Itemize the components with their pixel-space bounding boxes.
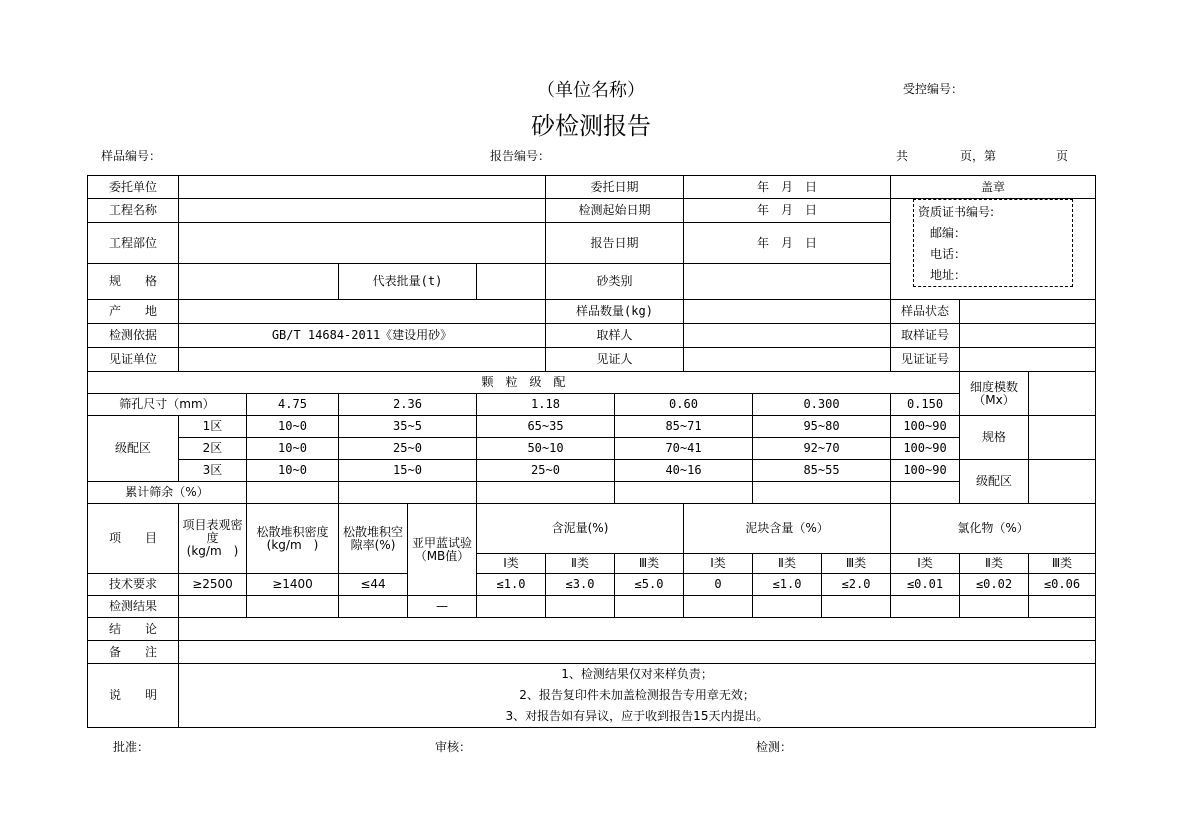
result-value[interactable] [615, 596, 684, 618]
zone-value: 85~71 [615, 416, 753, 438]
result-label: 检测结果 [88, 596, 179, 618]
zone-name: 3区 [179, 460, 247, 482]
report-table [87, 175, 1096, 728]
project-name-value[interactable] [179, 199, 546, 223]
result-value[interactable] [822, 596, 891, 618]
result-value[interactable] [684, 596, 753, 618]
cumulative-value[interactable] [247, 482, 339, 504]
cumulative-value[interactable] [477, 482, 615, 504]
conclusion-value[interactable] [179, 618, 1096, 641]
result-value[interactable] [477, 596, 546, 618]
approve-label: 批准： [113, 740, 150, 754]
zone-value: 70~41 [615, 438, 753, 460]
class-label: Ⅰ类 [891, 554, 960, 574]
zone-name: 1区 [179, 416, 247, 438]
req-mud: ≤5.0 [615, 574, 684, 596]
note-line: 2、报告复印件未加盖检测报告专用章无效； [519, 688, 755, 702]
cumulative-value[interactable] [339, 482, 477, 504]
project-name-label: 工程名称 [88, 199, 179, 223]
conclusion-label: 结 论 [88, 618, 179, 641]
phone-label: 电话： [930, 247, 967, 261]
result-value[interactable] [247, 596, 339, 618]
report-number-label: 报告编号： [490, 149, 551, 163]
class-label: Ⅱ类 [960, 554, 1029, 574]
zone-value: 65~35 [477, 416, 615, 438]
zone-value: 10~0 [247, 438, 339, 460]
delegate-date-value[interactable]: 年 月 日 [684, 176, 891, 199]
class-label: Ⅰ类 [477, 554, 546, 574]
witness-label: 见证人 [546, 348, 684, 372]
sample-number-label: 样品编号： [101, 149, 162, 163]
spec-result-label: 规格 [960, 416, 1029, 460]
witness-cert-label: 见证证号 [891, 348, 960, 372]
test-start-date-value[interactable]: 年 月 日 [684, 199, 891, 223]
sieve-size: 0.150 [891, 394, 960, 416]
basis-value: GB/T 14684-2011《建设用砂》 [179, 324, 546, 348]
class-label: Ⅲ类 [822, 554, 891, 574]
client-value[interactable] [179, 176, 546, 199]
sample-qty-label: 样品数量(kg) [546, 300, 684, 324]
batch-value[interactable] [477, 264, 546, 300]
remark-label: 备 注 [88, 641, 179, 664]
zone-value: 92~70 [753, 438, 891, 460]
class-label: Ⅰ类 [684, 554, 753, 574]
zone-value: 85~55 [753, 460, 891, 482]
sample-state-value[interactable] [960, 300, 1096, 324]
zone-value: 25~0 [339, 438, 477, 460]
test-label: 检测： [756, 740, 793, 754]
req-lump: ≤2.0 [822, 574, 891, 596]
explain-notes [179, 664, 1096, 728]
sand-type-value[interactable] [684, 264, 891, 300]
result-value[interactable] [1029, 596, 1096, 618]
delegate-date-label: 委托日期 [546, 176, 684, 199]
cumulative-label: 累计筛余（%） [88, 482, 247, 504]
fineness-label: 细度模数（Mx） [960, 372, 1029, 416]
zone-label: 级配区 [88, 416, 179, 482]
grading-section-title: 颗 粒 级 配 [88, 372, 960, 394]
sieve-size: 1.18 [477, 394, 615, 416]
qualification-box [913, 199, 1073, 287]
req-chloride: ≤0.02 [960, 574, 1029, 596]
sand-type-label: 砂类别 [546, 264, 684, 300]
zone-value: 100~90 [891, 438, 960, 460]
page-suffix-label: 页 [1056, 149, 1069, 163]
seal-label: 盖章 [891, 176, 1096, 199]
address-label: 地址： [930, 268, 967, 282]
report-date-label: 报告日期 [546, 223, 684, 264]
remark-value[interactable] [179, 641, 1096, 664]
void-ratio-label: 松散堆积空隙率(%) [339, 504, 408, 574]
req-mud: ≤1.0 [477, 574, 546, 596]
spec-value[interactable] [179, 264, 339, 300]
sample-state-label: 样品状态 [891, 300, 960, 324]
sample-qty-value[interactable] [684, 300, 891, 324]
item-label: 项 目 [88, 504, 179, 574]
zone-result-value[interactable] [1029, 460, 1096, 504]
req-chloride: ≤0.06 [1029, 574, 1096, 596]
zone-value: 100~90 [891, 460, 960, 482]
sieve-size: 4.75 [247, 394, 339, 416]
result-value[interactable] [339, 596, 408, 618]
req-apparent: ≥2500 [179, 574, 247, 596]
witness-unit-label: 见证单位 [88, 348, 179, 372]
sampler-cert-label: 取样证号 [891, 324, 960, 348]
client-label: 委托单位 [88, 176, 179, 199]
control-number-label: 受控编号： [903, 82, 964, 96]
witness-value[interactable] [684, 348, 891, 372]
sampler-label: 取样人 [546, 324, 684, 348]
zone-value: 40~16 [615, 460, 753, 482]
req-chloride: ≤0.01 [891, 574, 960, 596]
project-part-value[interactable] [179, 223, 546, 264]
cumulative-value[interactable] [891, 482, 960, 504]
result-value[interactable] [753, 596, 822, 618]
req-bulk: ≥1400 [247, 574, 339, 596]
class-label: Ⅱ类 [546, 554, 615, 574]
clay-lump-label: 泥块含量（%） [684, 504, 891, 554]
basis-label: 检测依据 [88, 324, 179, 348]
zone-value: 35~5 [339, 416, 477, 438]
batch-label: 代表批量(t) [339, 264, 477, 300]
project-part-label: 工程部位 [88, 223, 179, 264]
report-title: 砂检测报告 [531, 112, 651, 140]
postcode-label: 邮编： [930, 226, 967, 240]
zone-value: 95~80 [753, 416, 891, 438]
zone-value: 10~0 [247, 416, 339, 438]
result-value[interactable] [891, 596, 960, 618]
mud-content-label: 含泥量(%) [477, 504, 684, 554]
origin-value[interactable] [179, 300, 546, 324]
origin-label: 产 地 [88, 300, 179, 324]
chloride-label: 氯化物（%） [891, 504, 1096, 554]
page-total-label: 共 [896, 149, 909, 163]
bulk-density-label: 松散堆积密度(kg/m ) [247, 504, 339, 574]
req-lump: 0 [684, 574, 753, 596]
zone-value: 10~0 [247, 460, 339, 482]
sampler-value[interactable] [684, 324, 891, 348]
note-line: 1、检测结果仅对来样负责； [561, 667, 713, 681]
tech-req-label: 技术要求 [88, 574, 179, 596]
report-date-value[interactable]: 年 月 日 [684, 223, 891, 264]
result-value[interactable] [546, 596, 615, 618]
mb-result: — [408, 596, 477, 618]
class-label: Ⅲ类 [1029, 554, 1096, 574]
explain-label: 说 明 [88, 664, 179, 728]
note-line: 3、对报告如有异议，应于收到报告15天内提出。 [505, 709, 769, 723]
zone-name: 2区 [179, 438, 247, 460]
page-current-label: 页，第 [960, 149, 997, 163]
seal-area [891, 199, 1096, 300]
sampler-cert-value[interactable] [960, 324, 1096, 348]
qualification-cert-label: 资质证书编号: [918, 205, 995, 219]
unit-name: （单位名称） [537, 80, 645, 101]
class-label: Ⅲ类 [615, 554, 684, 574]
req-mud: ≤3.0 [546, 574, 615, 596]
spec-label: 规 格 [88, 264, 179, 300]
sieve-size: 2.36 [339, 394, 477, 416]
result-value[interactable] [960, 596, 1029, 618]
zone-value: 50~10 [477, 438, 615, 460]
witness-unit-value[interactable] [179, 348, 546, 372]
req-void: ≤44 [339, 574, 408, 596]
req-lump: ≤1.0 [753, 574, 822, 596]
zone-value: 15~0 [339, 460, 477, 482]
sieve-size: 0.300 [753, 394, 891, 416]
result-value[interactable] [179, 596, 247, 618]
class-label: Ⅱ类 [753, 554, 822, 574]
zone-value: 25~0 [477, 460, 615, 482]
sieve-size: 0.60 [615, 394, 753, 416]
mb-value-label: 亚甲蓝试验（MB值） [408, 504, 477, 596]
apparent-density-label: 项目表观密度(kg/m ) [179, 504, 247, 574]
cumulative-value[interactable] [753, 482, 891, 504]
zone-result-label: 级配区 [960, 460, 1029, 504]
review-label: 审核： [435, 740, 472, 754]
cumulative-value[interactable] [615, 482, 753, 504]
fineness-value[interactable] [1029, 372, 1096, 416]
sieve-size-label: 筛孔尺寸（mm） [88, 394, 247, 416]
spec-result-value[interactable] [1029, 416, 1096, 460]
test-start-date-label: 检测起始日期 [546, 199, 684, 223]
witness-cert-value[interactable] [960, 348, 1096, 372]
zone-value: 100~90 [891, 416, 960, 438]
